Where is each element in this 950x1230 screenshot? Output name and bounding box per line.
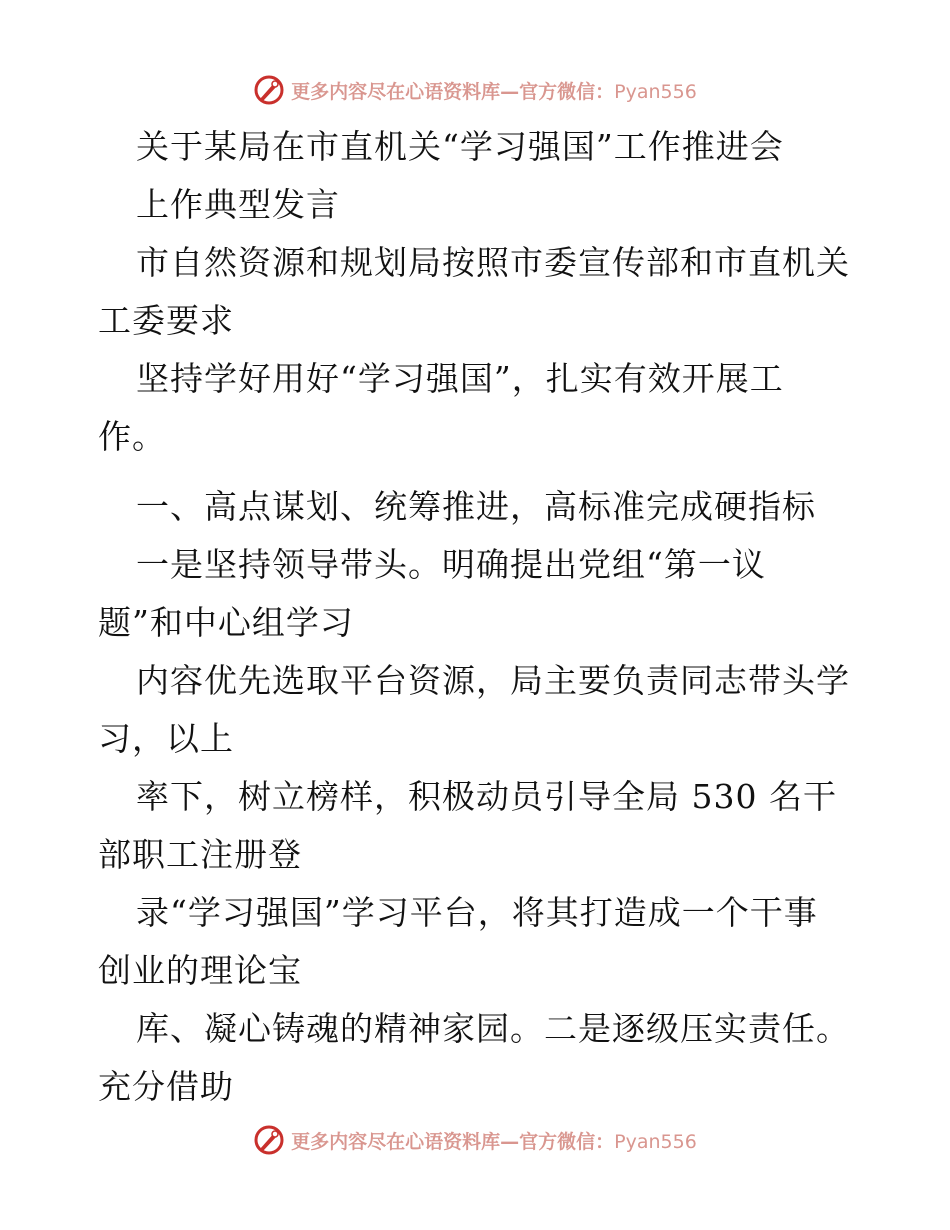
text-line: 题”和中心组学习 [98, 603, 354, 642]
footer-watermark [0, 1120, 950, 1160]
text-line: 坚持学好用好“学习强国”，扎实有效开展工 [136, 359, 784, 398]
text-line: 录“学习强国”学习平台，将其打造成一个干事 [136, 893, 818, 932]
title-line-1: 关于某局在市直机关“学习强国”工作推进会 [136, 127, 784, 166]
text-line: 库、凝心铸魂的精神家园。二是逐级压实责任。 [136, 1009, 850, 1048]
text-line: 作。 [98, 417, 166, 456]
text-line: 一是坚持领导带头。明确提出党组“第一议 [136, 545, 766, 584]
quill-logo-icon [253, 1124, 285, 1156]
text-line: 内容优先选取平台资源，局主要负责同志带头学 [136, 661, 850, 700]
title-line-2: 上作典型发言 [136, 185, 340, 224]
text-line: 市自然资源和规划局按照市委宣传部和市直机关 [136, 243, 850, 282]
text-line: 创业的理论宝 [98, 951, 302, 990]
watermark-text: 更多内容尽在心语资料库—官方微信：Pyan556 [291, 1130, 697, 1153]
document-body [98, 118, 858, 1116]
quill-logo-icon [253, 74, 285, 106]
section-heading: 一、高点谋划、统筹推进，高标准完成硬指标 [136, 487, 816, 526]
header-watermark [0, 70, 950, 110]
text-line: 部职工注册登 [98, 835, 302, 874]
text-line: 率下，树立榜样，积极动员引导全局 530 名干 [136, 777, 837, 816]
text-line: 充分借助 [98, 1067, 234, 1106]
watermark-text: 更多内容尽在心语资料库—官方微信：Pyan556 [291, 80, 697, 103]
text-line: 工委要求 [98, 301, 234, 340]
text-line: 习，以上 [98, 719, 234, 758]
